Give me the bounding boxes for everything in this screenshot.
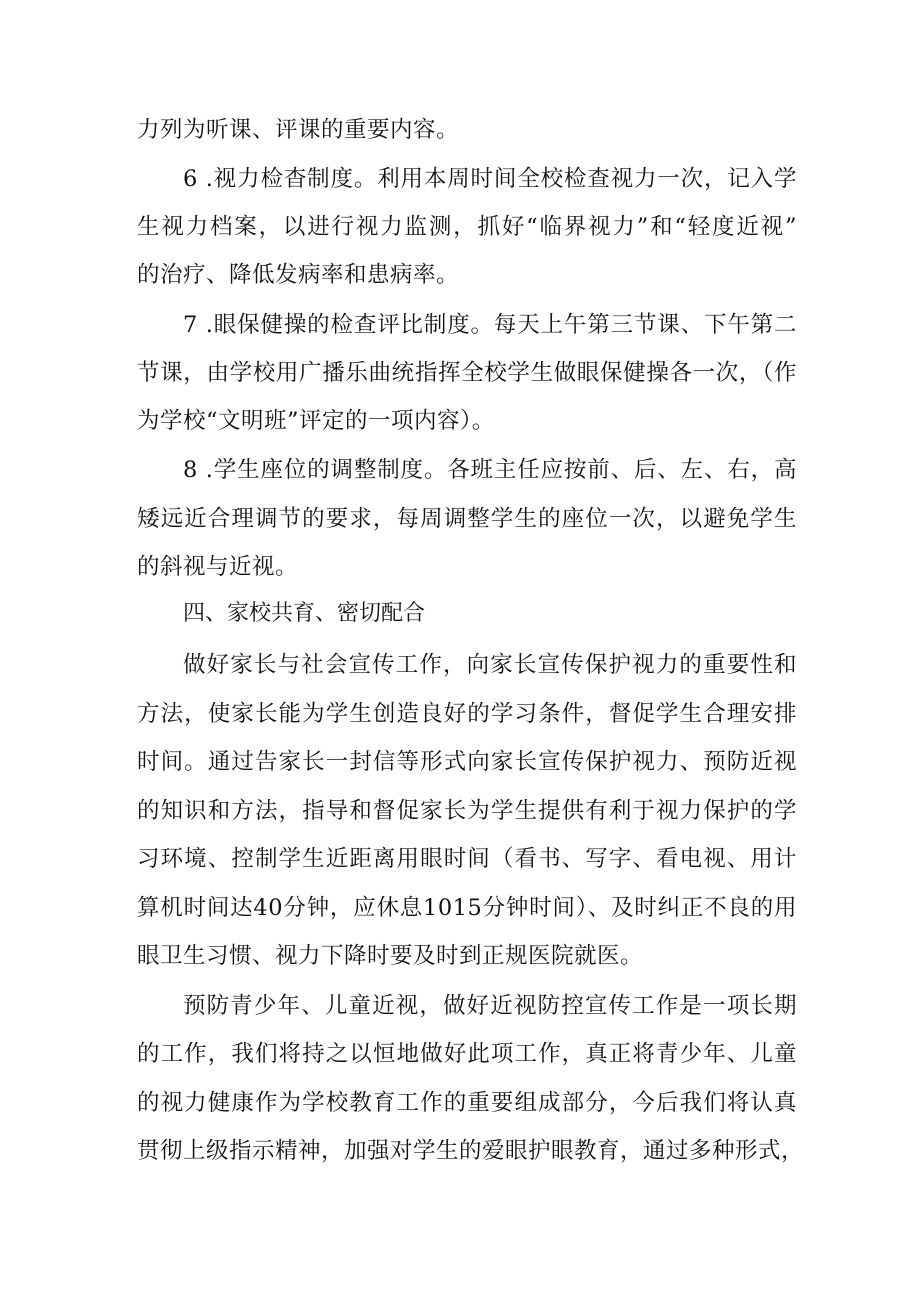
- text-line: 节课，由学校用广播乐曲统指挥全校学生做眼保健操各一次，（作: [137, 360, 797, 386]
- text-line: 贯彻上级指示精神，加强对学生的爱眼护眼教育，通过多种形式，: [137, 1138, 805, 1164]
- text-line: 的知识和方法，指导和督促家长为学生提供有利于视力保护的学: [137, 798, 797, 824]
- text-line: 预防青少年、儿童近视，做好近视防控宣传工作是一项长期: [183, 993, 797, 1019]
- text-line: 眼卫生习惯、视力下降时要及时到正规医院就医。: [137, 943, 644, 969]
- text-line: 的视力健康作为学校教育工作的重要组成部分，今后我们将认真: [137, 1090, 797, 1116]
- text-line: 7 .眼保健操的检查评比制度。每天上午第三节课、下午第二: [183, 312, 797, 338]
- text-line: 的治疗、降低发病率和患病率。: [137, 262, 460, 288]
- text-line: 的工作，我们将持之以恒地做好此项工作，真正将青少年、儿童: [137, 1041, 797, 1067]
- text-line: 的斜视与近视。: [137, 554, 299, 580]
- text-line: 做好家长与社会宣传工作，向家长宣传保护视力的重要性和: [183, 652, 797, 678]
- text-line: 生视力档案，以进行视力监测，抓好“临界视力”和“轻度近视”: [137, 214, 797, 240]
- text-line: 为学校“文明班”评定的一项内容）。: [137, 408, 495, 434]
- text-line: 方法，使家长能为学生创造良好的学习条件，督促学生合理安排: [137, 701, 797, 727]
- text-line: 算机时间达40分钟，应休息1015分钟时间）、及时纠正不良的用: [137, 895, 797, 921]
- text-line: 8 .学生座位的调整制度。各班主任应按前、后、左、右，高: [183, 457, 797, 483]
- text-line: 6 .视力检杳制度。利用本周时间全校检查视力一次，记入学: [183, 166, 797, 192]
- section-heading: 四、家校共育、密切配合: [183, 601, 426, 626]
- text-line: 力列为听课、评课的重要内容。: [137, 117, 460, 143]
- text-line: 习环境、控制学生近距离用眼时间（看书、写字、看电视、用计: [137, 846, 797, 872]
- text-line: 时间。通过告家长一封信等形式向家长宣传保护视力、预防近视: [137, 749, 797, 775]
- text-line: 矮远近合理调节的要求，每周调整学生的座位一次，以避免学生: [137, 506, 797, 532]
